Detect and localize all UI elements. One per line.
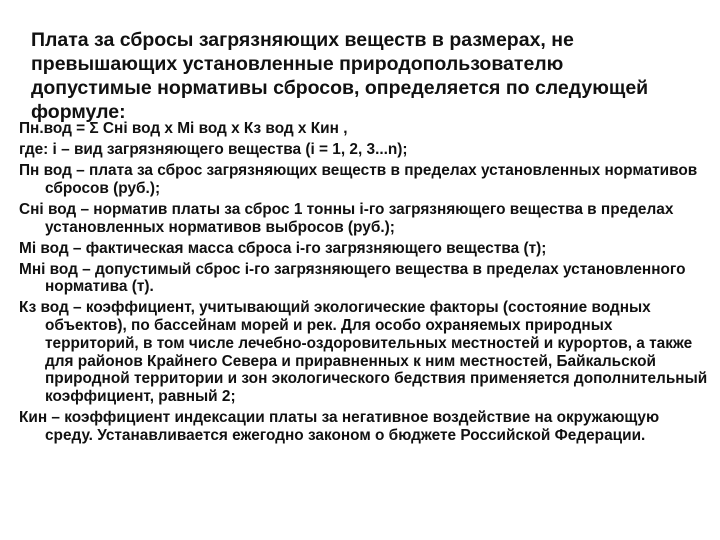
slide-title: Плата за сбросы загрязняющих веществ в размерах, не превышающих установленные природопользователю допустимые нормативы сбросов, определяется по следующей формуле: (31, 29, 649, 123)
slide-body (19, 120, 709, 448)
definition-index-i: где: i – вид загрязняющего вещества (i = 1, 2, 3...n); (19, 140, 408, 158)
definition-mni-vod: Мнi вод – допустимый сброс i-го загрязняющего вещества в пределах установленного норматива (т). (19, 260, 686, 296)
definition-pn-vod: Пн вод – плата за сброс загрязняющих веществ в пределах установленных нормативов сбросов (руб.); (19, 161, 698, 197)
definition-sni-vod: Снi вод – норматив платы за сброс 1 тонны i-го загрязняющего вещества в пределах установленных нормативов выбросов (руб.); (19, 200, 674, 236)
formula-line: Пн.вод = Σ Снi вод х Мi вод х Кз вод х Кин , (19, 120, 348, 137)
definition-kin: Кин – коэффициент индексации платы за негативное воздействие на окружающую среду. Устанавливается ежегодно законом о бюджете Российской Федерации. (19, 409, 660, 445)
definition-mi-vod: Мi вод – фактическая масса сброса i-го загрязняющего вещества (т); (19, 239, 547, 257)
definition-kz-vod: Кз вод – коэффициент, учитывающий экологические факторы (состояние водных объектов), по бассейнам морей и рек. Для особо охраняемых природных территорий, в том числе лечебно-оздоровительных местностей и курортов, а также для районов Крайнего Севера и приравненных к ним местностей, Байкальской природной территории и зон экологического бедствия применяется дополнительный коэффициент, равный 2; (19, 299, 708, 406)
